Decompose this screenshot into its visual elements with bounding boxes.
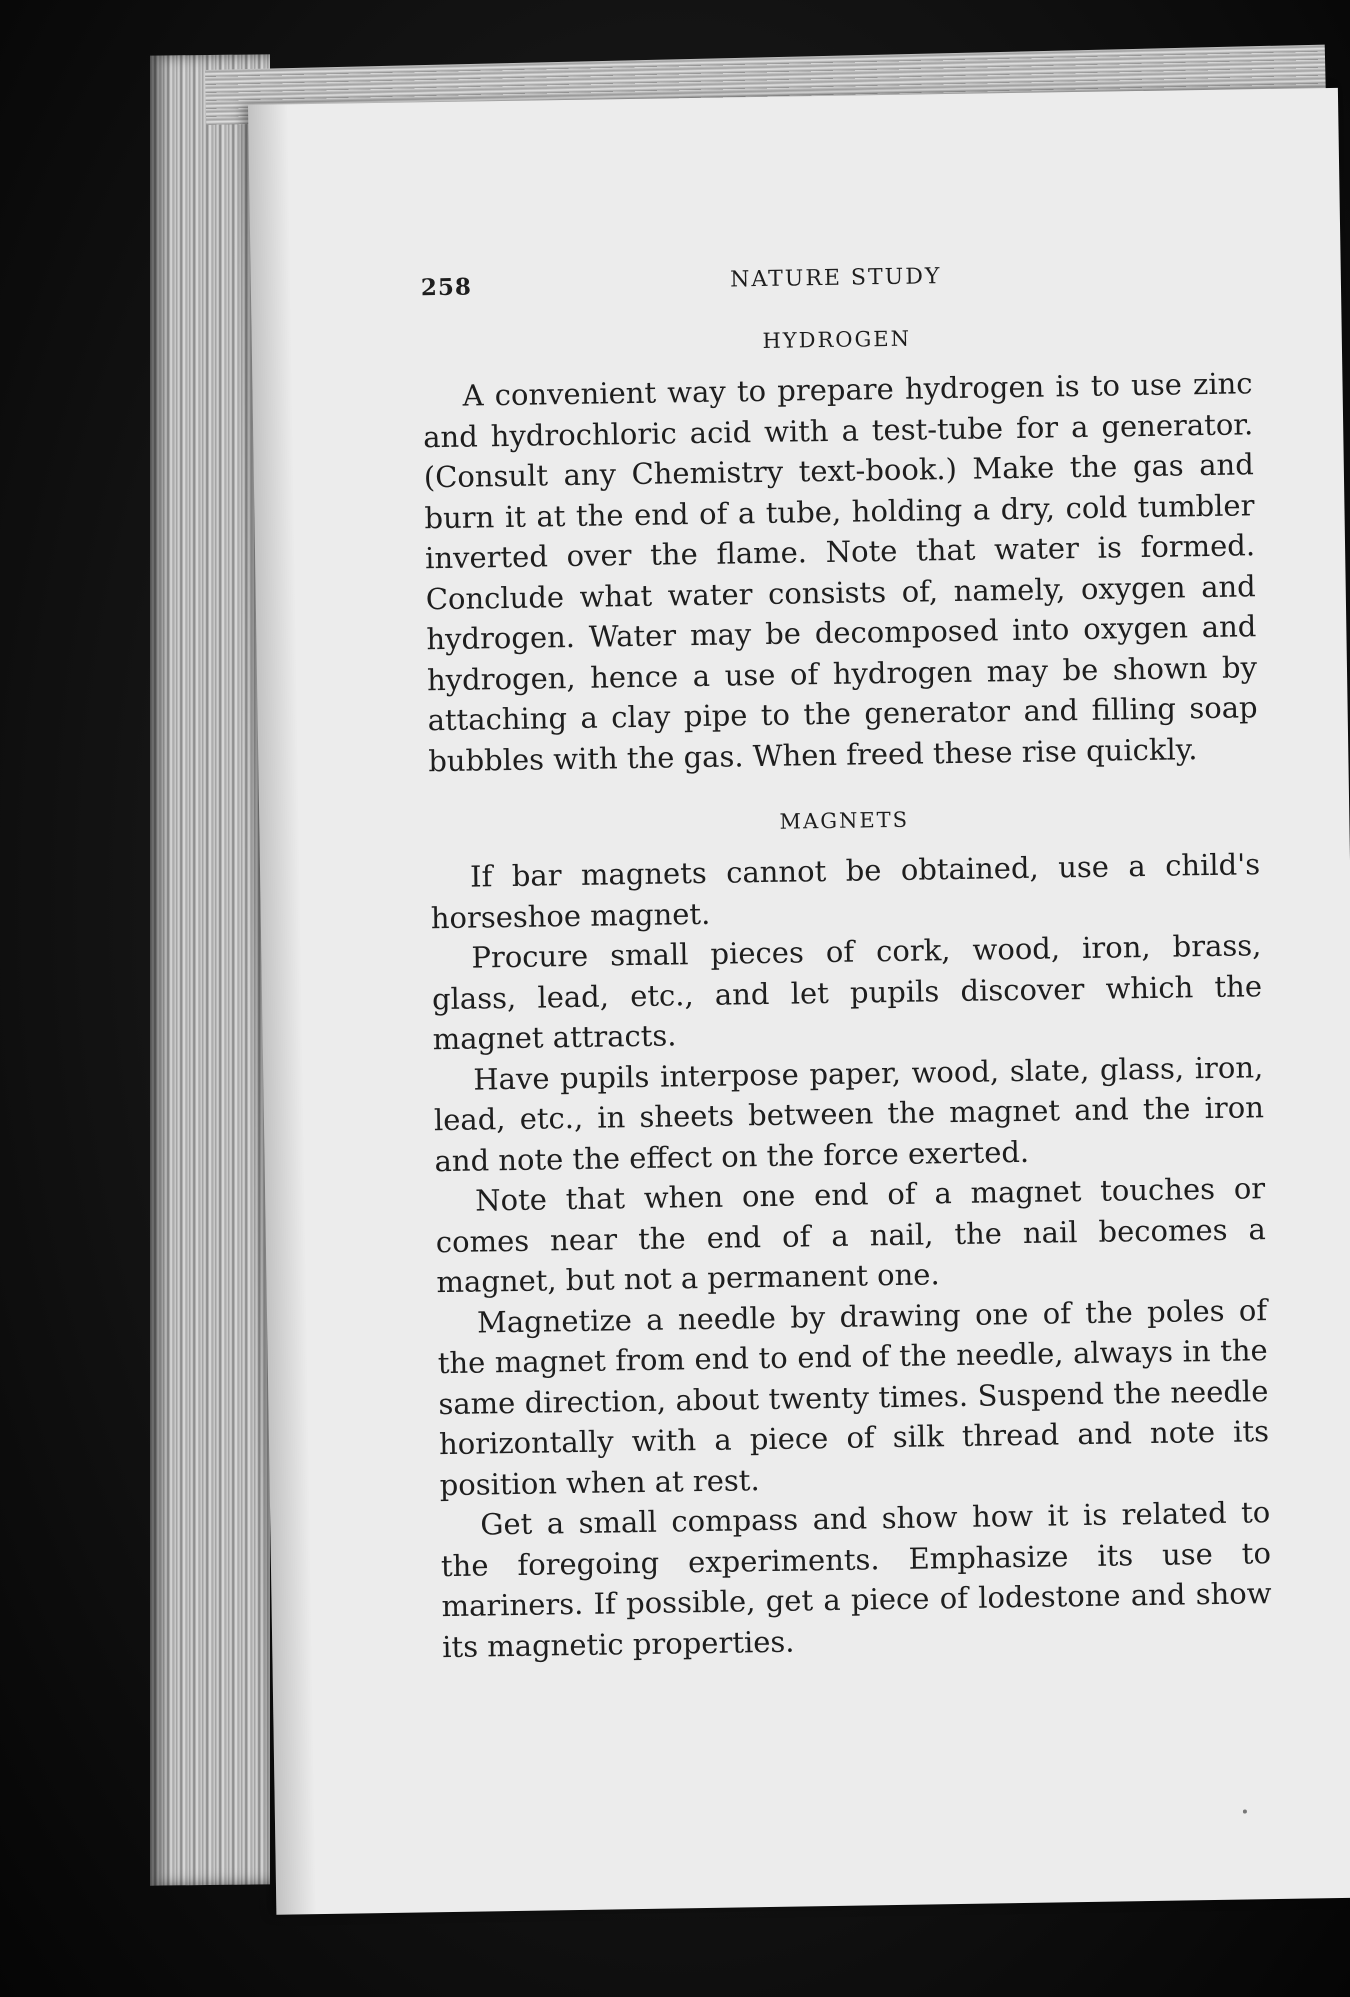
paragraph: Have pupils interpose paper, wood, slate, glass, iron, lead, etc., in sheets between the magnet and the iron and note the effect on the force exerted. bbox=[433, 1049, 1265, 1178]
paragraph: Get a small compass and show how it is related to the foregoing experiments. Emphasize its use to mariners. If possible, get a piece of lodestone and show its magnetic properties. bbox=[440, 1495, 1272, 1664]
paragraph: Magnetize a needle by drawing one of the poles of the magnet from end to end of the needle, always in the same direction, about twenty times. Suspend the needle horizontally with a piece of silk thread and note its position when at rest. bbox=[437, 1292, 1270, 1502]
section-hydrogen bbox=[422, 321, 1259, 781]
section-heading: HYDROGEN bbox=[762, 326, 912, 353]
paragraph: Note that when one end of a magnet touches or comes near the end of a nail, the nail becomes a magnet, but not a permanent one. bbox=[435, 1171, 1267, 1300]
running-head bbox=[421, 259, 1252, 312]
section-magnets bbox=[429, 802, 1272, 1667]
section-heading: MAGNETS bbox=[779, 807, 910, 834]
running-title: NATURE STUDY bbox=[730, 264, 942, 293]
paragraph: Procure small pieces of cork, wood, iron, brass, glass, lead, etc., and let pupils discover which the magnet attracts. bbox=[431, 928, 1263, 1057]
scan-speck bbox=[1243, 1810, 1247, 1814]
book-page bbox=[248, 88, 1350, 1915]
paragraph: If bar magnets cannot be obtained, use a child's horseshoe magnet. bbox=[430, 847, 1261, 935]
page-number: 258 bbox=[420, 273, 473, 302]
paragraph: A convenient way to prepare hydrogen is to use zinc and hydrochloric acid with a test-tube for a generator. (Consult any Chemistry text-book.) Make the gas and burn it at the end of a tube, holding a dry, cold tumbler inverted over the flame. Note that water is formed. Conclude what water consists of, namely, oxygen and hydrogen. Water may be decomposed into oxygen and hydrogen, hence a use of hydrogen may be shown by attaching a clay pipe to the generator and filling soap bubbles with the gas. When freed these rise quickly. bbox=[422, 366, 1258, 778]
page-text-block bbox=[421, 259, 1273, 1667]
